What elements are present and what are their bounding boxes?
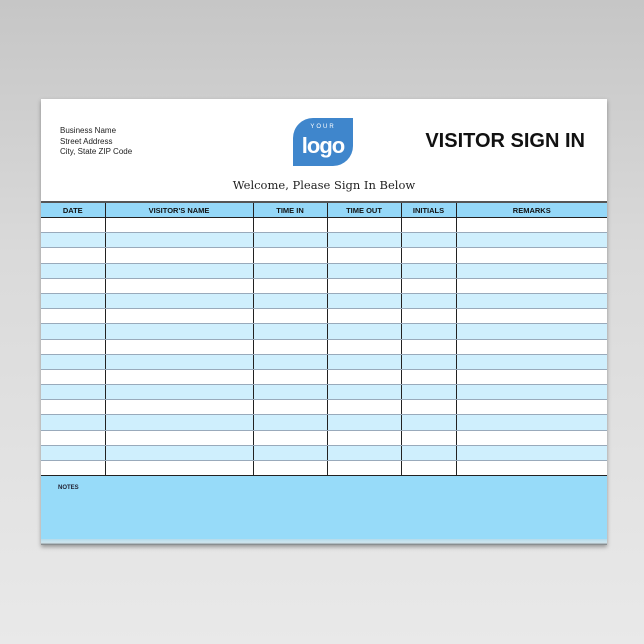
column-header: DATE xyxy=(41,202,105,218)
table-cell[interactable] xyxy=(105,445,253,460)
table-cell[interactable] xyxy=(41,339,105,354)
table-cell[interactable] xyxy=(105,400,253,415)
table-cell[interactable] xyxy=(105,369,253,384)
table-cell[interactable] xyxy=(41,218,105,233)
table-cell[interactable] xyxy=(456,385,607,400)
logo-text: logo xyxy=(301,133,345,158)
table-cell[interactable] xyxy=(456,430,607,445)
table-row xyxy=(41,233,607,248)
table-cell[interactable] xyxy=(327,369,401,384)
table-cell[interactable] xyxy=(105,218,253,233)
table-cell[interactable] xyxy=(253,248,327,263)
table-cell[interactable] xyxy=(253,461,327,476)
visitor-sign-in-sheet xyxy=(41,99,607,545)
table-cell[interactable] xyxy=(41,445,105,460)
table-cell[interactable] xyxy=(327,415,401,430)
table-row xyxy=(41,218,607,233)
table-cell[interactable] xyxy=(327,309,401,324)
table-cell[interactable] xyxy=(253,354,327,369)
table-cell[interactable] xyxy=(327,461,401,476)
street-address: Street Address xyxy=(60,136,113,146)
table-cell[interactable] xyxy=(105,309,253,324)
table-cell[interactable] xyxy=(401,461,456,476)
table-row xyxy=(41,339,607,354)
table-cell[interactable] xyxy=(401,278,456,293)
table-cell[interactable] xyxy=(105,461,253,476)
table-cell[interactable] xyxy=(41,354,105,369)
column-header: REMARKS xyxy=(456,202,607,218)
welcome-subtitle: Welcome, Please Sign In Below xyxy=(232,178,416,192)
table-row xyxy=(41,461,607,476)
column-header: TIME OUT xyxy=(327,202,401,218)
table-cell[interactable] xyxy=(401,248,456,263)
table-cell[interactable] xyxy=(327,324,401,339)
table-cell[interactable] xyxy=(456,233,607,248)
table-row xyxy=(41,430,607,445)
table-cell[interactable] xyxy=(105,354,253,369)
table-cell[interactable] xyxy=(456,339,607,354)
table-row xyxy=(41,293,607,308)
table-cell[interactable] xyxy=(41,278,105,293)
paper-stack-edge xyxy=(41,539,607,545)
table-cell[interactable] xyxy=(253,293,327,308)
logo xyxy=(293,118,353,166)
table-cell[interactable] xyxy=(41,369,105,384)
column-header: VISITOR'S NAME xyxy=(105,202,253,218)
table-cell[interactable] xyxy=(253,278,327,293)
table-cell[interactable] xyxy=(401,445,456,460)
logo-your-text: YOUR xyxy=(310,124,336,130)
table-cell[interactable] xyxy=(456,293,607,308)
table-cell[interactable] xyxy=(327,385,401,400)
table-cell[interactable] xyxy=(401,354,456,369)
table-cell[interactable] xyxy=(41,430,105,445)
table-cell[interactable] xyxy=(41,263,105,278)
table-cell[interactable] xyxy=(327,278,401,293)
table-cell[interactable] xyxy=(253,218,327,233)
table-row xyxy=(41,324,607,339)
table-cell[interactable] xyxy=(41,415,105,430)
table-cell[interactable] xyxy=(327,445,401,460)
table-cell[interactable] xyxy=(401,385,456,400)
table-cell[interactable] xyxy=(41,233,105,248)
table-cell[interactable] xyxy=(401,293,456,308)
table-cell[interactable] xyxy=(401,339,456,354)
table-row xyxy=(41,354,607,369)
table-cell[interactable] xyxy=(41,324,105,339)
table-cell[interactable] xyxy=(105,385,253,400)
table-cell[interactable] xyxy=(327,339,401,354)
table-row xyxy=(41,400,607,415)
table-cell[interactable] xyxy=(105,415,253,430)
table-cell[interactable] xyxy=(105,293,253,308)
page-title: VISITOR SIGN IN xyxy=(425,130,585,152)
table-cell[interactable] xyxy=(253,445,327,460)
table-cell[interactable] xyxy=(41,385,105,400)
table-cell[interactable] xyxy=(41,293,105,308)
table-row xyxy=(41,385,607,400)
table-cell[interactable] xyxy=(253,233,327,248)
table-cell[interactable] xyxy=(401,324,456,339)
table-cell[interactable] xyxy=(41,309,105,324)
table-cell[interactable] xyxy=(456,400,607,415)
table-cell[interactable] xyxy=(105,339,253,354)
table-cell[interactable] xyxy=(253,400,327,415)
table-cell[interactable] xyxy=(456,354,607,369)
table-cell[interactable] xyxy=(401,415,456,430)
table-cell[interactable] xyxy=(253,324,327,339)
table-cell[interactable] xyxy=(41,248,105,263)
table-cell[interactable] xyxy=(456,369,607,384)
table-cell[interactable] xyxy=(456,309,607,324)
table-cell[interactable] xyxy=(456,461,607,476)
table-row xyxy=(41,278,607,293)
table-cell[interactable] xyxy=(253,415,327,430)
table-cell[interactable] xyxy=(253,430,327,445)
table-cell[interactable] xyxy=(41,461,105,476)
table-cell[interactable] xyxy=(327,293,401,308)
table-row xyxy=(41,248,607,263)
table-cell[interactable] xyxy=(327,218,401,233)
table-cell[interactable] xyxy=(327,400,401,415)
table-cell[interactable] xyxy=(105,263,253,278)
table-cell[interactable] xyxy=(105,233,253,248)
table-cell[interactable] xyxy=(401,400,456,415)
table-cell[interactable] xyxy=(456,278,607,293)
table-cell[interactable] xyxy=(327,430,401,445)
table-cell[interactable] xyxy=(105,278,253,293)
notes-label: NOTES xyxy=(58,485,79,491)
table-cell[interactable] xyxy=(327,248,401,263)
table-cell[interactable] xyxy=(253,339,327,354)
table-cell[interactable] xyxy=(456,445,607,460)
table-cell[interactable] xyxy=(327,233,401,248)
city-state-zip: City, State ZIP Code xyxy=(60,147,133,156)
business-info xyxy=(60,126,132,158)
table-cell[interactable] xyxy=(105,248,253,263)
business-name: Business Name xyxy=(60,126,117,135)
table-cell[interactable] xyxy=(401,218,456,233)
table-cell[interactable] xyxy=(456,263,607,278)
table-cell[interactable] xyxy=(327,263,401,278)
table-cell[interactable] xyxy=(327,354,401,369)
table-row xyxy=(41,309,607,324)
table-row xyxy=(41,445,607,460)
table-cell[interactable] xyxy=(456,218,607,233)
notes-area[interactable] xyxy=(41,476,607,539)
table-row xyxy=(41,415,607,430)
table-cell[interactable] xyxy=(41,400,105,415)
table-cell[interactable] xyxy=(253,385,327,400)
table-row xyxy=(41,369,607,384)
column-header: TIME IN xyxy=(253,202,327,218)
table-cell[interactable] xyxy=(105,324,253,339)
table-cell[interactable] xyxy=(105,430,253,445)
table-cell[interactable] xyxy=(401,309,456,324)
column-header: INITIALS xyxy=(401,202,456,218)
table-cell[interactable] xyxy=(253,369,327,384)
table-cell[interactable] xyxy=(253,309,327,324)
sign-in-table xyxy=(41,201,607,476)
table-cell[interactable] xyxy=(456,324,607,339)
table-cell[interactable] xyxy=(401,430,456,445)
table-cell[interactable] xyxy=(401,233,456,248)
table-cell[interactable] xyxy=(401,263,456,278)
table-row xyxy=(41,263,607,278)
table-cell[interactable] xyxy=(456,248,607,263)
table-cell[interactable] xyxy=(456,415,607,430)
table-cell[interactable] xyxy=(401,369,456,384)
table-cell[interactable] xyxy=(253,263,327,278)
